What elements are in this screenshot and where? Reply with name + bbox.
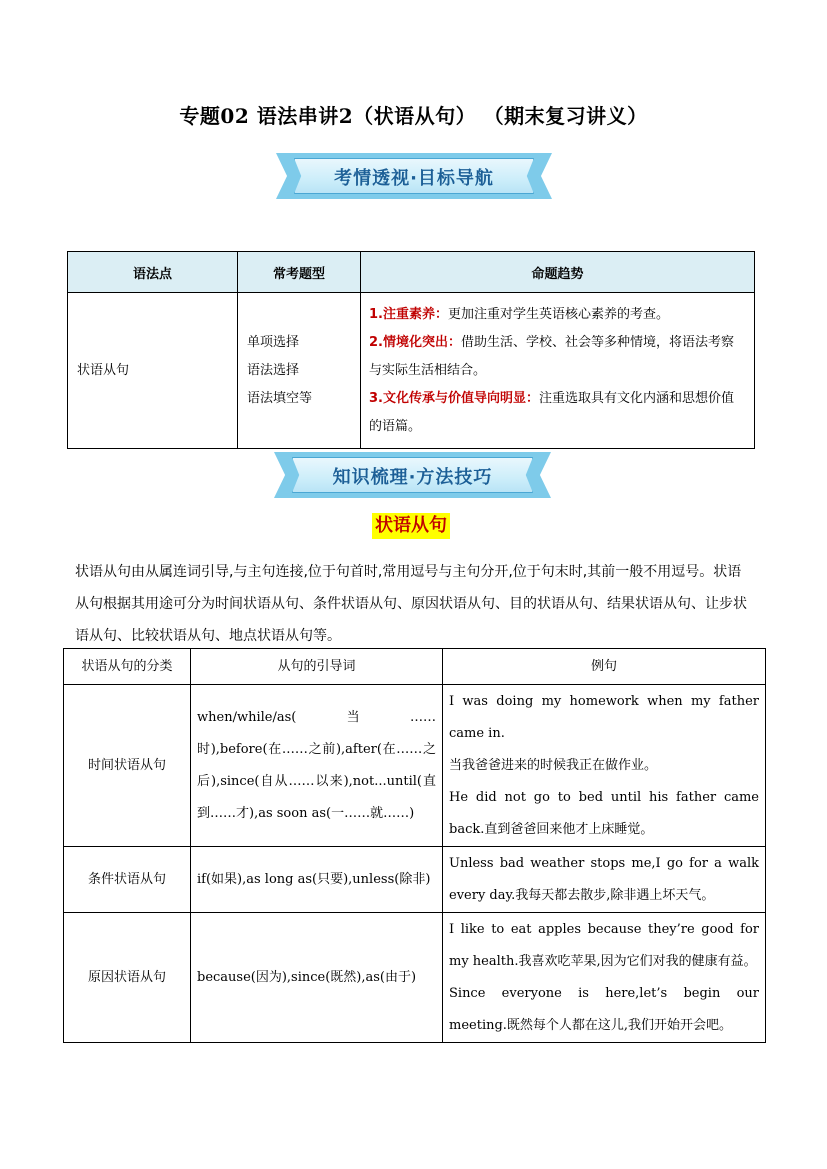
example-sentence: He did not go to bed until his father came back.直到爸爸回来他才上床睡觉。 xyxy=(449,789,759,837)
clause-examples xyxy=(443,913,766,1043)
example-sentence: I like to eat apples because they’re good for my health.我喜欢吃苹果,因为它们对我的健康有益。 xyxy=(449,921,759,969)
trend-item xyxy=(369,301,746,329)
exam-trend-table xyxy=(67,251,755,449)
table2-header: 例句 xyxy=(443,649,766,685)
clause-category: 时间状语从句 xyxy=(64,685,191,847)
clause-table xyxy=(63,648,766,1043)
table2-header: 从句的引导词 xyxy=(191,649,443,685)
trend-label: 2.情境化突出： xyxy=(369,334,461,350)
trend-cell xyxy=(361,293,755,449)
trend-item xyxy=(369,329,746,385)
banner-exam-overview xyxy=(276,153,552,199)
table2-header: 状语从句的分类 xyxy=(64,649,191,685)
banner-knowledge-label: 知识梳理·方法技巧 xyxy=(332,467,493,488)
example-sentence: I was doing my homework when my father came in. xyxy=(449,693,759,741)
trend-text: 注重选取具有文化内涵和思想价值的语篇。 xyxy=(369,390,734,434)
banner-exam-overview-label: 考情透视·目标导航 xyxy=(334,168,494,189)
intro-paragraph: 状语从句由从属连词引导,与主句连接,位于句首时,常用逗号与主句分开,位于句末时,其前一般不用逗号。状语从句根据其用途可分为时间状语从句、条件状语从句、原因状语从句、目的状语从句、结果状语从句、让步状语从句、比较状语从句、地点状语从句等。 xyxy=(75,564,747,644)
clause-examples xyxy=(443,847,766,913)
clause-conjunctions: when/while/as(当……时),before(在……之前),after(在……之后),since(自从……以来),not...until(直到……才),as soon as(一……就……) xyxy=(191,685,443,847)
clause-conjunctions: if(如果),as long as(只要),unless(除非) xyxy=(191,847,443,913)
trend-item xyxy=(369,385,746,441)
question-type: 单项选择 xyxy=(247,334,300,350)
trend-text: 更加注重对学生英语核心素养的考查。 xyxy=(447,306,669,322)
banner-knowledge xyxy=(274,452,551,498)
table1-header: 语法点 xyxy=(68,252,238,293)
trend-text: 借助生活、学校、社会等多种情境，将语法考察与实际生活相结合。 xyxy=(369,334,734,378)
example-sentence: Since everyone is here,let’s begin our meeting.既然每个人都在这儿,我们开始开会吧。 xyxy=(449,985,759,1033)
clause-category: 原因状语从句 xyxy=(64,913,191,1043)
example-sentence: 当我爸爸进来的时候我正在做作业。 xyxy=(449,757,658,773)
question-type: 语法填空等 xyxy=(247,390,313,406)
trend-label: 1.注重素养： xyxy=(369,306,448,322)
question-type: 语法选择 xyxy=(247,362,300,378)
clause-category: 条件状语从句 xyxy=(64,847,191,913)
table1-header: 常考题型 xyxy=(238,252,361,293)
question-types-cell xyxy=(238,293,361,449)
clause-examples xyxy=(443,685,766,847)
section-title: 状语从句 xyxy=(372,513,450,539)
clause-conjunctions: because(因为),since(既然),as(由于) xyxy=(191,913,443,1043)
example-sentence: Unless bad weather stops me,I go for a walk every day.我每天都去散步,除非遇上坏天气。 xyxy=(449,855,759,903)
table1-header: 命题趋势 xyxy=(361,252,755,293)
page-title: 专题02 语法串讲2（状语从句） （期末复习讲义） xyxy=(179,104,648,128)
grammar-point-cell: 状语从句 xyxy=(68,293,238,449)
trend-label: 3.文化传承与价值导向明显： xyxy=(369,390,539,406)
